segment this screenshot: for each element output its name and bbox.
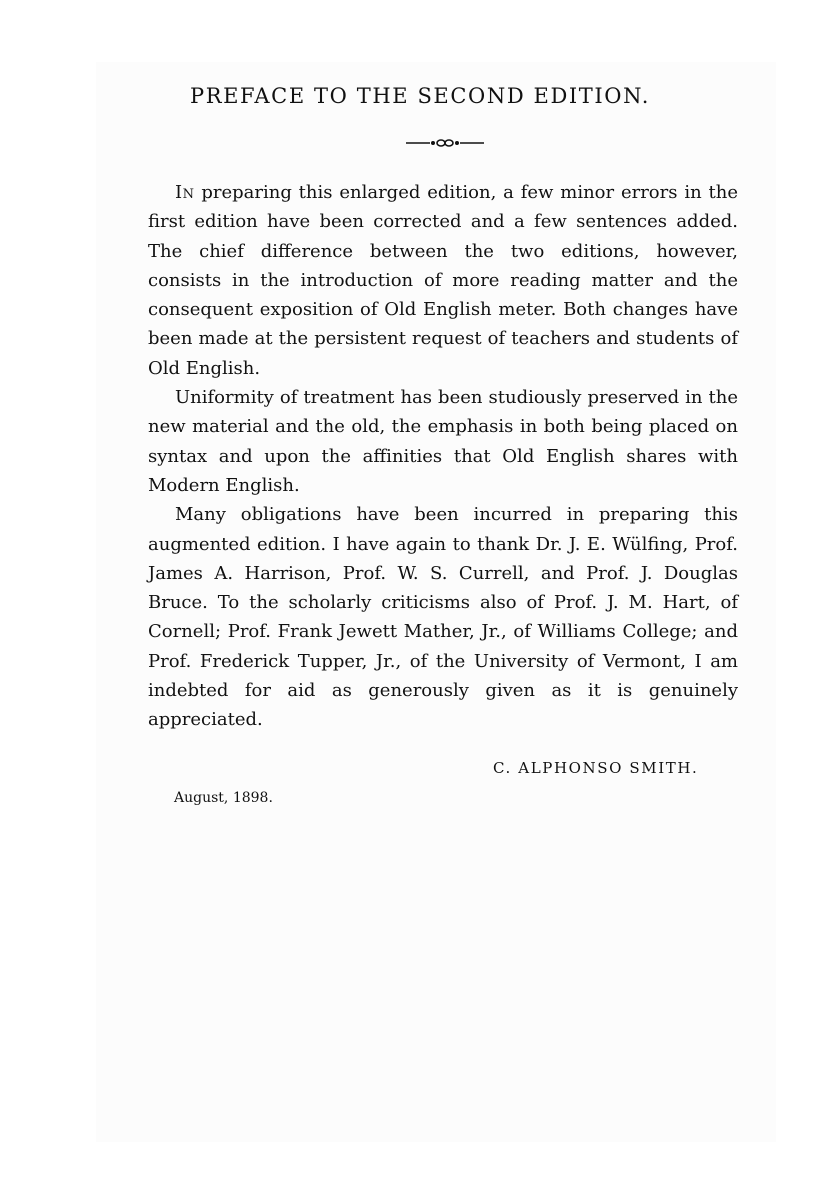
paragraph-3: Many obligations have been incurred in preparing this augmented edition. I have again to thank Dr. J. E. Wülfing, Prof. James A. Harrison, Prof. W. S. Currell, and Prof. J. Douglas Bruce. To the scholarly criticisms also of Prof. J. M. Hart, of Cornell; Prof. Frank Jewett Mather, Jr., of Williams College; and Prof. Frederick Tupper, Jr., of the University of Vermont, I am indebted for aid as generously given as it is genuinely appreciated. — [148, 504, 738, 731]
drop-word: In — [175, 182, 195, 203]
ornament-divider-icon — [406, 136, 484, 150]
author-signature: C. ALPHONSO SMITH. — [493, 759, 699, 777]
preface-body — [148, 178, 738, 735]
page-title: PREFACE TO THE SECOND EDITION. — [189, 84, 651, 108]
paragraph-2: Uniformity of treatment has been studiously preserved in the new material and the old, the emphasis in both being placed on syntax and upon the affinities that Old English shares with Modern English. — [148, 387, 738, 496]
date-line: August, 1898. — [174, 790, 273, 806]
paragraph-1-text: preparing this enlarged edition, a few minor errors in the first edition have been corrected and a few sentences added. The chief difference between the two editions, however, consists in the introduction of more reading matter and the consequent exposition of Old English meter. Both changes have been made at the persistent request of teachers and students of Old English. — [148, 182, 738, 379]
paragraph-1 — [148, 178, 738, 383]
